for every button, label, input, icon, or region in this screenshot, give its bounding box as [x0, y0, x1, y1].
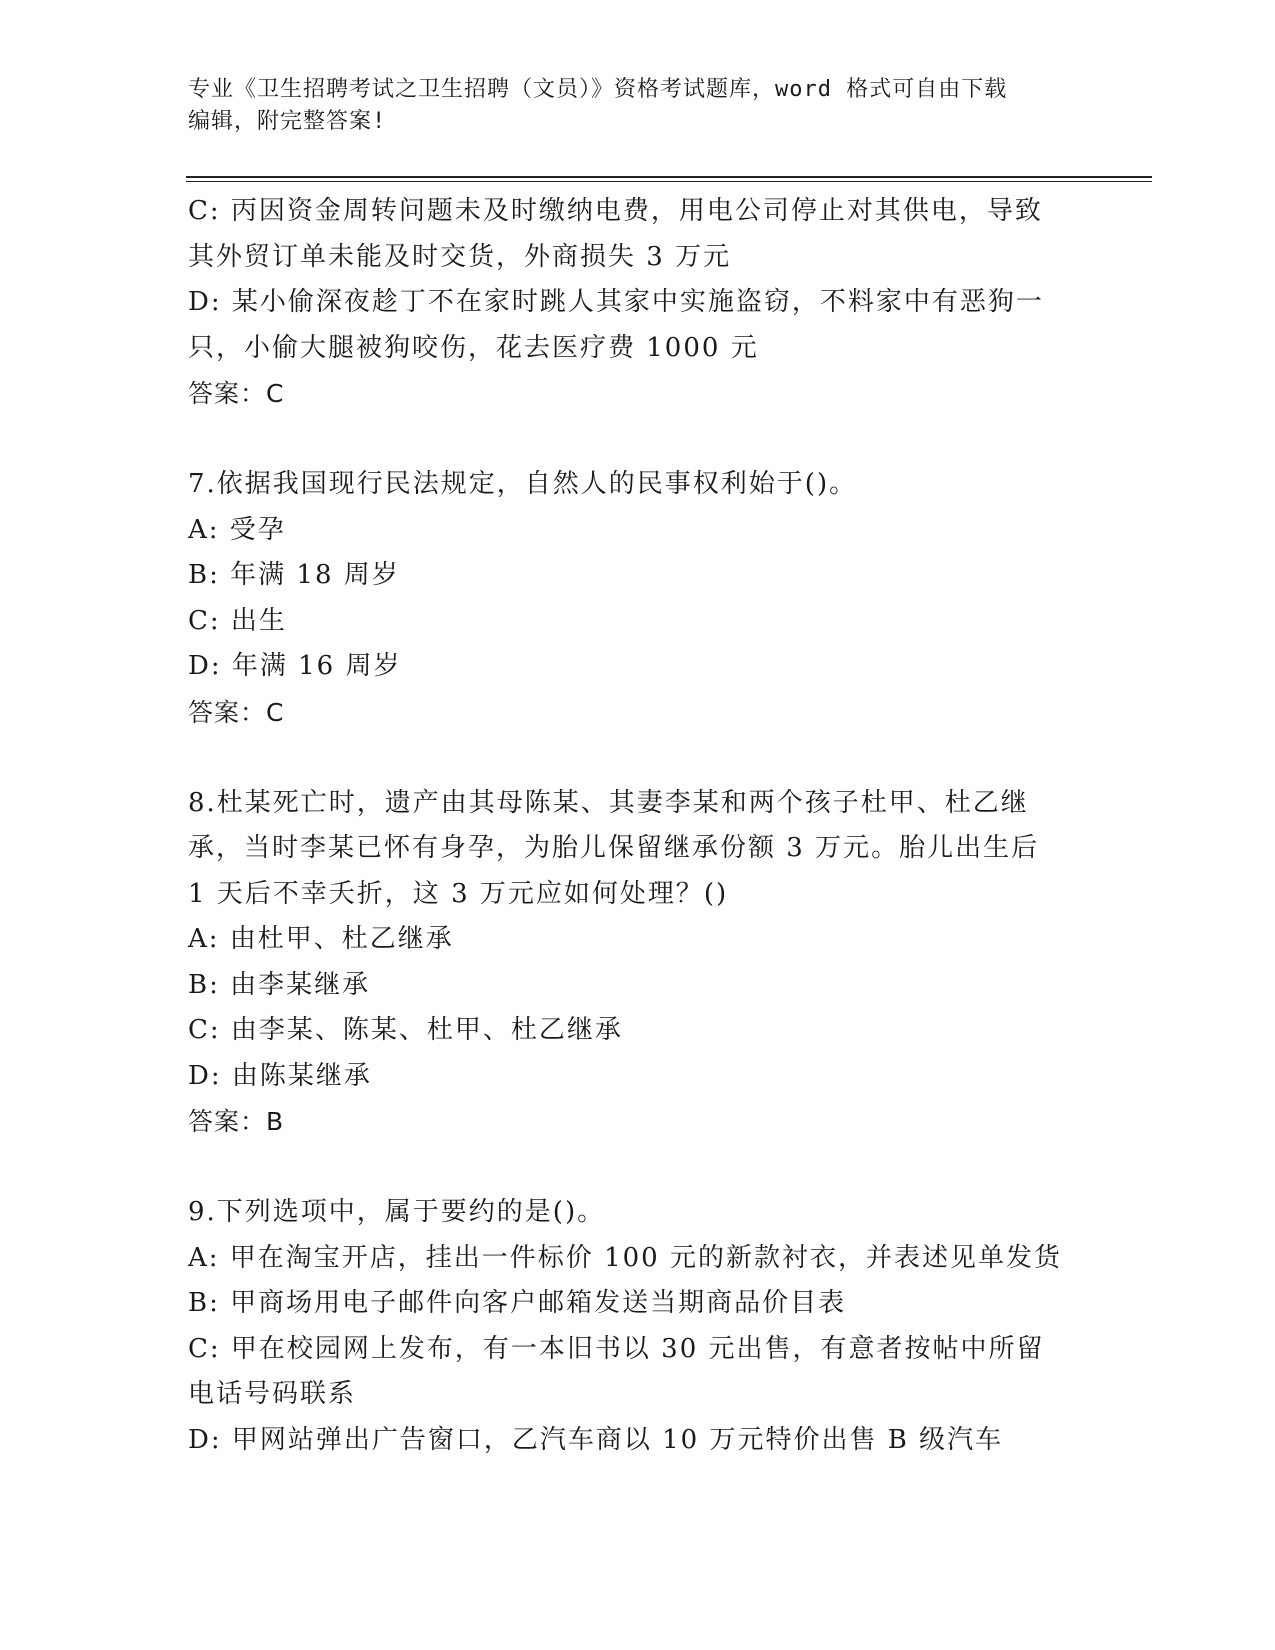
answer: 答案：C: [188, 697, 285, 727]
option-b: B: 由李某继承: [188, 969, 371, 1000]
question-text-line-3: 1 天后不幸夭折，这 3 万元应如何处理？(): [188, 878, 729, 909]
header-divider-thin: [186, 181, 1152, 182]
option-a: A: 甲在淘宝开店，挂出一件标价 100 元的新款衬衣，并表述见单发货: [188, 1242, 1062, 1273]
option-c-line-1: C: 丙因资金周转问题未及时缴纳电费，用电公司停止对其供电，导致: [188, 196, 1043, 226]
option-d: D: 年满 16 周岁: [188, 651, 402, 681]
header-line-1: 专业《卫生招聘考试之卫生招聘（文员）》资格考试题库，word 格式可自由下载: [188, 77, 1008, 102]
option-c-line-1: C: 甲在校园网上发布，有一本旧书以 30 元出售，有意者按帖中所留: [188, 1333, 1045, 1364]
answer: 答案：C: [188, 379, 285, 408]
option-d-line-1: D: 某小偷深夜趁丁不在家时跳人其家中实施盗窃，不料家中有恶狗一: [188, 287, 1044, 317]
question-text: 7.依据我国现行民法规定，自然人的民事权利始于()。: [188, 469, 858, 499]
question-6-continued: [188, 189, 1118, 417]
option-d-line-2: 只，小偷大腿被狗咬伤，花去医疗费 1000 元: [188, 332, 759, 363]
option-d: D: 甲网站弹出广告窗口，乙汽车商以 10 万元特价出售 B 级汽车: [188, 1424, 1004, 1455]
question-8: [188, 781, 1118, 1145]
option-b: B: 年满 18 周岁: [188, 560, 400, 590]
question-text: 9.下列选项中，属于要约的是()。: [188, 1197, 606, 1227]
question-text-line-1: 8.杜某死亡时，遗产由其母陈某、其妻李某和两个孩子杜甲、杜乙继: [188, 787, 1029, 818]
option-d: D: 由陈某继承: [188, 1060, 372, 1091]
option-a: A: 由杜甲、杜乙继承: [188, 924, 454, 954]
question-list: [188, 189, 1118, 1463]
option-b: B: 甲商场用电子邮件向客户邮箱发送当期商品价目表: [188, 1288, 847, 1318]
option-c: C: 由李某、陈某、杜甲、杜乙继承: [188, 1015, 623, 1045]
option-c-line-2: 其外贸订单未能及时交货，外商损失 3 万元: [188, 241, 732, 272]
answer: 答案：B: [188, 1107, 285, 1136]
option-a: A: 受孕: [188, 514, 286, 545]
question-7: [188, 462, 1118, 735]
document-header: [188, 74, 1068, 138]
option-c: C: 出生: [188, 605, 287, 636]
question-9: [188, 1190, 1118, 1463]
option-c-line-2: 电话号码联系: [188, 1379, 357, 1409]
header-divider-thick: [186, 176, 1152, 178]
header-line-2: 编辑，附完整答案!: [188, 109, 387, 134]
question-text-line-2: 承，当时李某已怀有身孕，为胎儿保留继承份额 3 万元。胎儿出生后: [188, 833, 1040, 863]
